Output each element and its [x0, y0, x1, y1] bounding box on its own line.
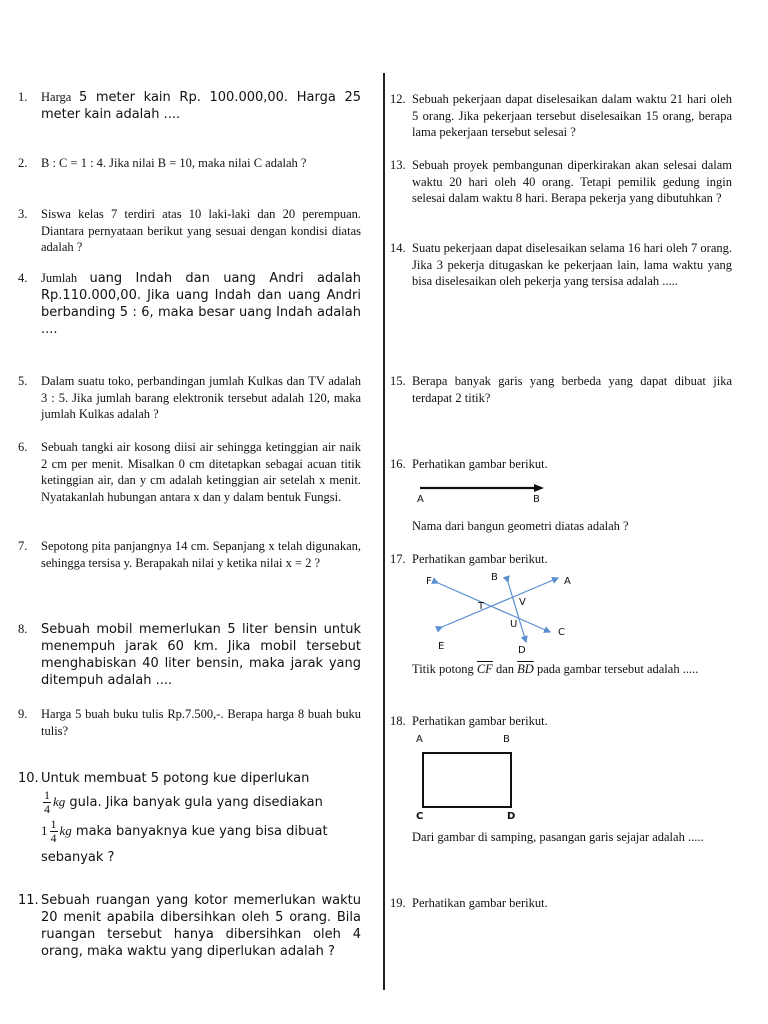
question-text: Sebuah pekerjaan dapat diselesaikan dalam waktu 21 hari oleh 5 orang. Jika pekerjaan tersebut diselesaikan 15 orang, berapa lama pekerjaan tersebut selesai ?: [412, 92, 732, 139]
rectangle: [422, 752, 512, 808]
question-12: [390, 91, 732, 141]
point-label-a: A: [416, 734, 423, 745]
question-number: 12.: [390, 92, 406, 106]
question-13: [390, 157, 732, 207]
question-10: [18, 770, 361, 866]
point-label-t: T: [478, 601, 485, 612]
point-label-c: C: [416, 811, 424, 822]
question-text-line-3: maka banyaknya kue yang bisa dibuat: [71, 824, 328, 839]
fraction-quarter: $\frac{1}{4}$: [44, 788, 50, 816]
question-text-line-2: gula. Jika banyak gula yang disediakan: [65, 795, 323, 810]
question-text: Sebuah mobil memerlukan 5 liter bensin untuk menempuh jarak 60 km. Jika mobil tersebut menghabiskan 40 liter bensin, maka jarak yang ditempuh adalah ....: [41, 622, 361, 688]
question-number: 15.: [390, 374, 406, 388]
question-text: Perhatikan gambar berikut.: [412, 552, 548, 566]
question-text: Dari gambar di samping, pasangan garis sejajar adalah .....: [412, 830, 704, 844]
question-number: 3.: [18, 207, 28, 221]
point-label-a: A: [564, 576, 571, 587]
question-number: 17.: [390, 552, 406, 566]
question-16-prompt: [390, 518, 732, 535]
question-text: Dalam suatu toko, perbandingan jumlah Kulkas dan TV adalah 3 : 5. Jika jumlah barang elektronik tersebut adalah 120, maka jumlah Kulkas adalah ?: [41, 374, 361, 421]
point-label-f: F: [426, 576, 432, 587]
question-text: Suatu pekerjaan dapat diselesaikan selama 16 hari oleh 7 orang. Jika 3 pekerja ditugaskan ke pekerjaan lain, lama waktu yang bisa diselesaikan oleh pekerja yang tersisa adalah .....: [412, 241, 732, 288]
question-text-lead: Harga: [41, 90, 79, 104]
ray-ab-figure: [416, 480, 546, 510]
question-text: Berapa banyak garis yang berbeda yang dapat dibuat jika terdapat 2 titik?: [412, 374, 732, 405]
question-number: 10.: [18, 771, 39, 786]
point-label-d: D: [518, 645, 526, 656]
question-text: Perhatikan gambar berikut.: [412, 457, 548, 471]
mixed-number-whole: 1: [41, 823, 48, 838]
question-4: [18, 270, 361, 338]
unit-kg: kg: [59, 823, 72, 838]
question-number: 14.: [390, 241, 406, 255]
question-11: [18, 892, 361, 960]
question-2: [18, 155, 361, 172]
question-text-lead: Jumlah: [41, 271, 90, 285]
question-number: 5.: [18, 374, 28, 388]
question-text: Sebuah tangki air kosong diisi air sehingga ketinggian air naik 2 cm per menit. Misalkan 0 cm ditetapkan sebagai acuan titik ketinggian air, dan y cm adalah ketinggian air setelah x menit. Nyatakanlah hubungan antara x dan y dalam bentuk Fungsi.: [41, 440, 361, 504]
question-number: 9.: [18, 707, 28, 721]
question-text: Perhatikan gambar berikut.: [412, 714, 548, 728]
segment-cf: $\overline{CF}$: [476, 662, 493, 676]
question-15: [390, 373, 732, 406]
question-text: B : C = 1 : 4. Jika nilai B = 10, maka nilai C adalah ?: [41, 156, 307, 170]
question-14: [390, 240, 732, 290]
segment-bd: $\overline{BD}$: [517, 662, 534, 676]
question-3: [18, 206, 361, 256]
question-number: 6.: [18, 440, 28, 454]
question-9: [18, 706, 361, 739]
question-text: Titik potong $\overline{CF}$ dan $\overline{BD}$ pada gambar tersebut adalah .....: [412, 662, 699, 676]
question-number: 16.: [390, 457, 406, 471]
question-text: Perhatikan gambar berikut.: [412, 896, 548, 910]
question-text: Sebuah ruangan yang kotor memerlukan waktu 20 menit apabila dibersihkan oleh 5 orang. Bila ruangan tersebut hanya dibersihkan oleh 4 orang, maka waktu yang diperlukan adalah ?: [41, 893, 361, 959]
fraction-quarter: $\frac{1}{4}$: [50, 817, 57, 845]
question-number: 7.: [18, 539, 28, 553]
point-label-b: B: [503, 734, 510, 745]
unit-kg: kg: [53, 794, 66, 809]
point-label-b: B: [533, 494, 540, 505]
point-label-b: B: [491, 572, 498, 583]
point-label-e: E: [438, 641, 445, 652]
intersecting-lines-figure: [420, 570, 580, 656]
question-number: 4.: [18, 271, 28, 285]
question-text: Siswa kelas 7 terdiri atas 10 laki-laki dan 20 perempuan. Diantara pernyataan berikut yang sesuai dengan kondisi diatas adalah ?: [41, 207, 361, 254]
question-number: 13.: [390, 158, 406, 172]
question-number: 2.: [18, 156, 28, 170]
question-18: [390, 713, 732, 730]
point-label-u: U: [510, 619, 518, 630]
question-text: uang Indah dan uang Andri adalah Rp.110.000,00. Jika uang Indah dan uang Andri berbanding 5 : 6, maka besar uang Indah adalah ....: [41, 271, 362, 337]
question-7: [18, 538, 361, 571]
question-number: 1.: [18, 90, 28, 104]
point-label-d: D: [507, 811, 516, 822]
question-17-prompt: [390, 661, 732, 678]
question-text-line-1: Untuk membuat 5 potong kue diperlukan: [41, 771, 310, 786]
question-text: Harga 5 buah buku tulis Rp.7.500,-. Berapa harga 8 buah buku tulis?: [41, 707, 361, 738]
point-label-v: V: [519, 597, 526, 608]
point-label-a: A: [417, 494, 424, 505]
question-number: 8.: [18, 622, 28, 636]
question-text-line-4: sebanyak ?: [41, 850, 115, 865]
question-1: [18, 89, 361, 123]
question-text: Sepotong pita panjangnya 14 cm. Sepanjang x telah digunakan, sehingga tersisa y. Berapakah nilai y ketika nilai x = 2 ?: [41, 539, 361, 570]
question-19: [390, 895, 732, 912]
question-16: [390, 456, 732, 473]
column-divider: [383, 73, 385, 990]
question-8: [18, 621, 361, 689]
question-6: [18, 439, 361, 505]
question-text: 5 meter kain Rp. 100.000,00. Harga 25 meter kain adalah ....: [41, 90, 361, 122]
rectangle-abcd-figure: [414, 734, 524, 826]
question-18-prompt: [390, 829, 732, 846]
question-text: Nama dari bangun geometri diatas adalah ?: [412, 519, 629, 533]
point-label-c: C: [558, 627, 565, 638]
question-number: 18.: [390, 714, 406, 728]
ray-arrow: [416, 480, 546, 494]
question-number: 19.: [390, 896, 406, 910]
question-number: 11.: [18, 893, 39, 908]
question-text: Sebuah proyek pembangunan diperkirakan akan selesai dalam waktu 20 hari oleh 40 orang. Tetapi pemilik gedung ingin selesai dalam waktu 8 hari. Berapa pekerja yang dibutuhkan ?: [412, 158, 732, 205]
question-5: [18, 373, 361, 423]
question-17: [390, 551, 732, 568]
